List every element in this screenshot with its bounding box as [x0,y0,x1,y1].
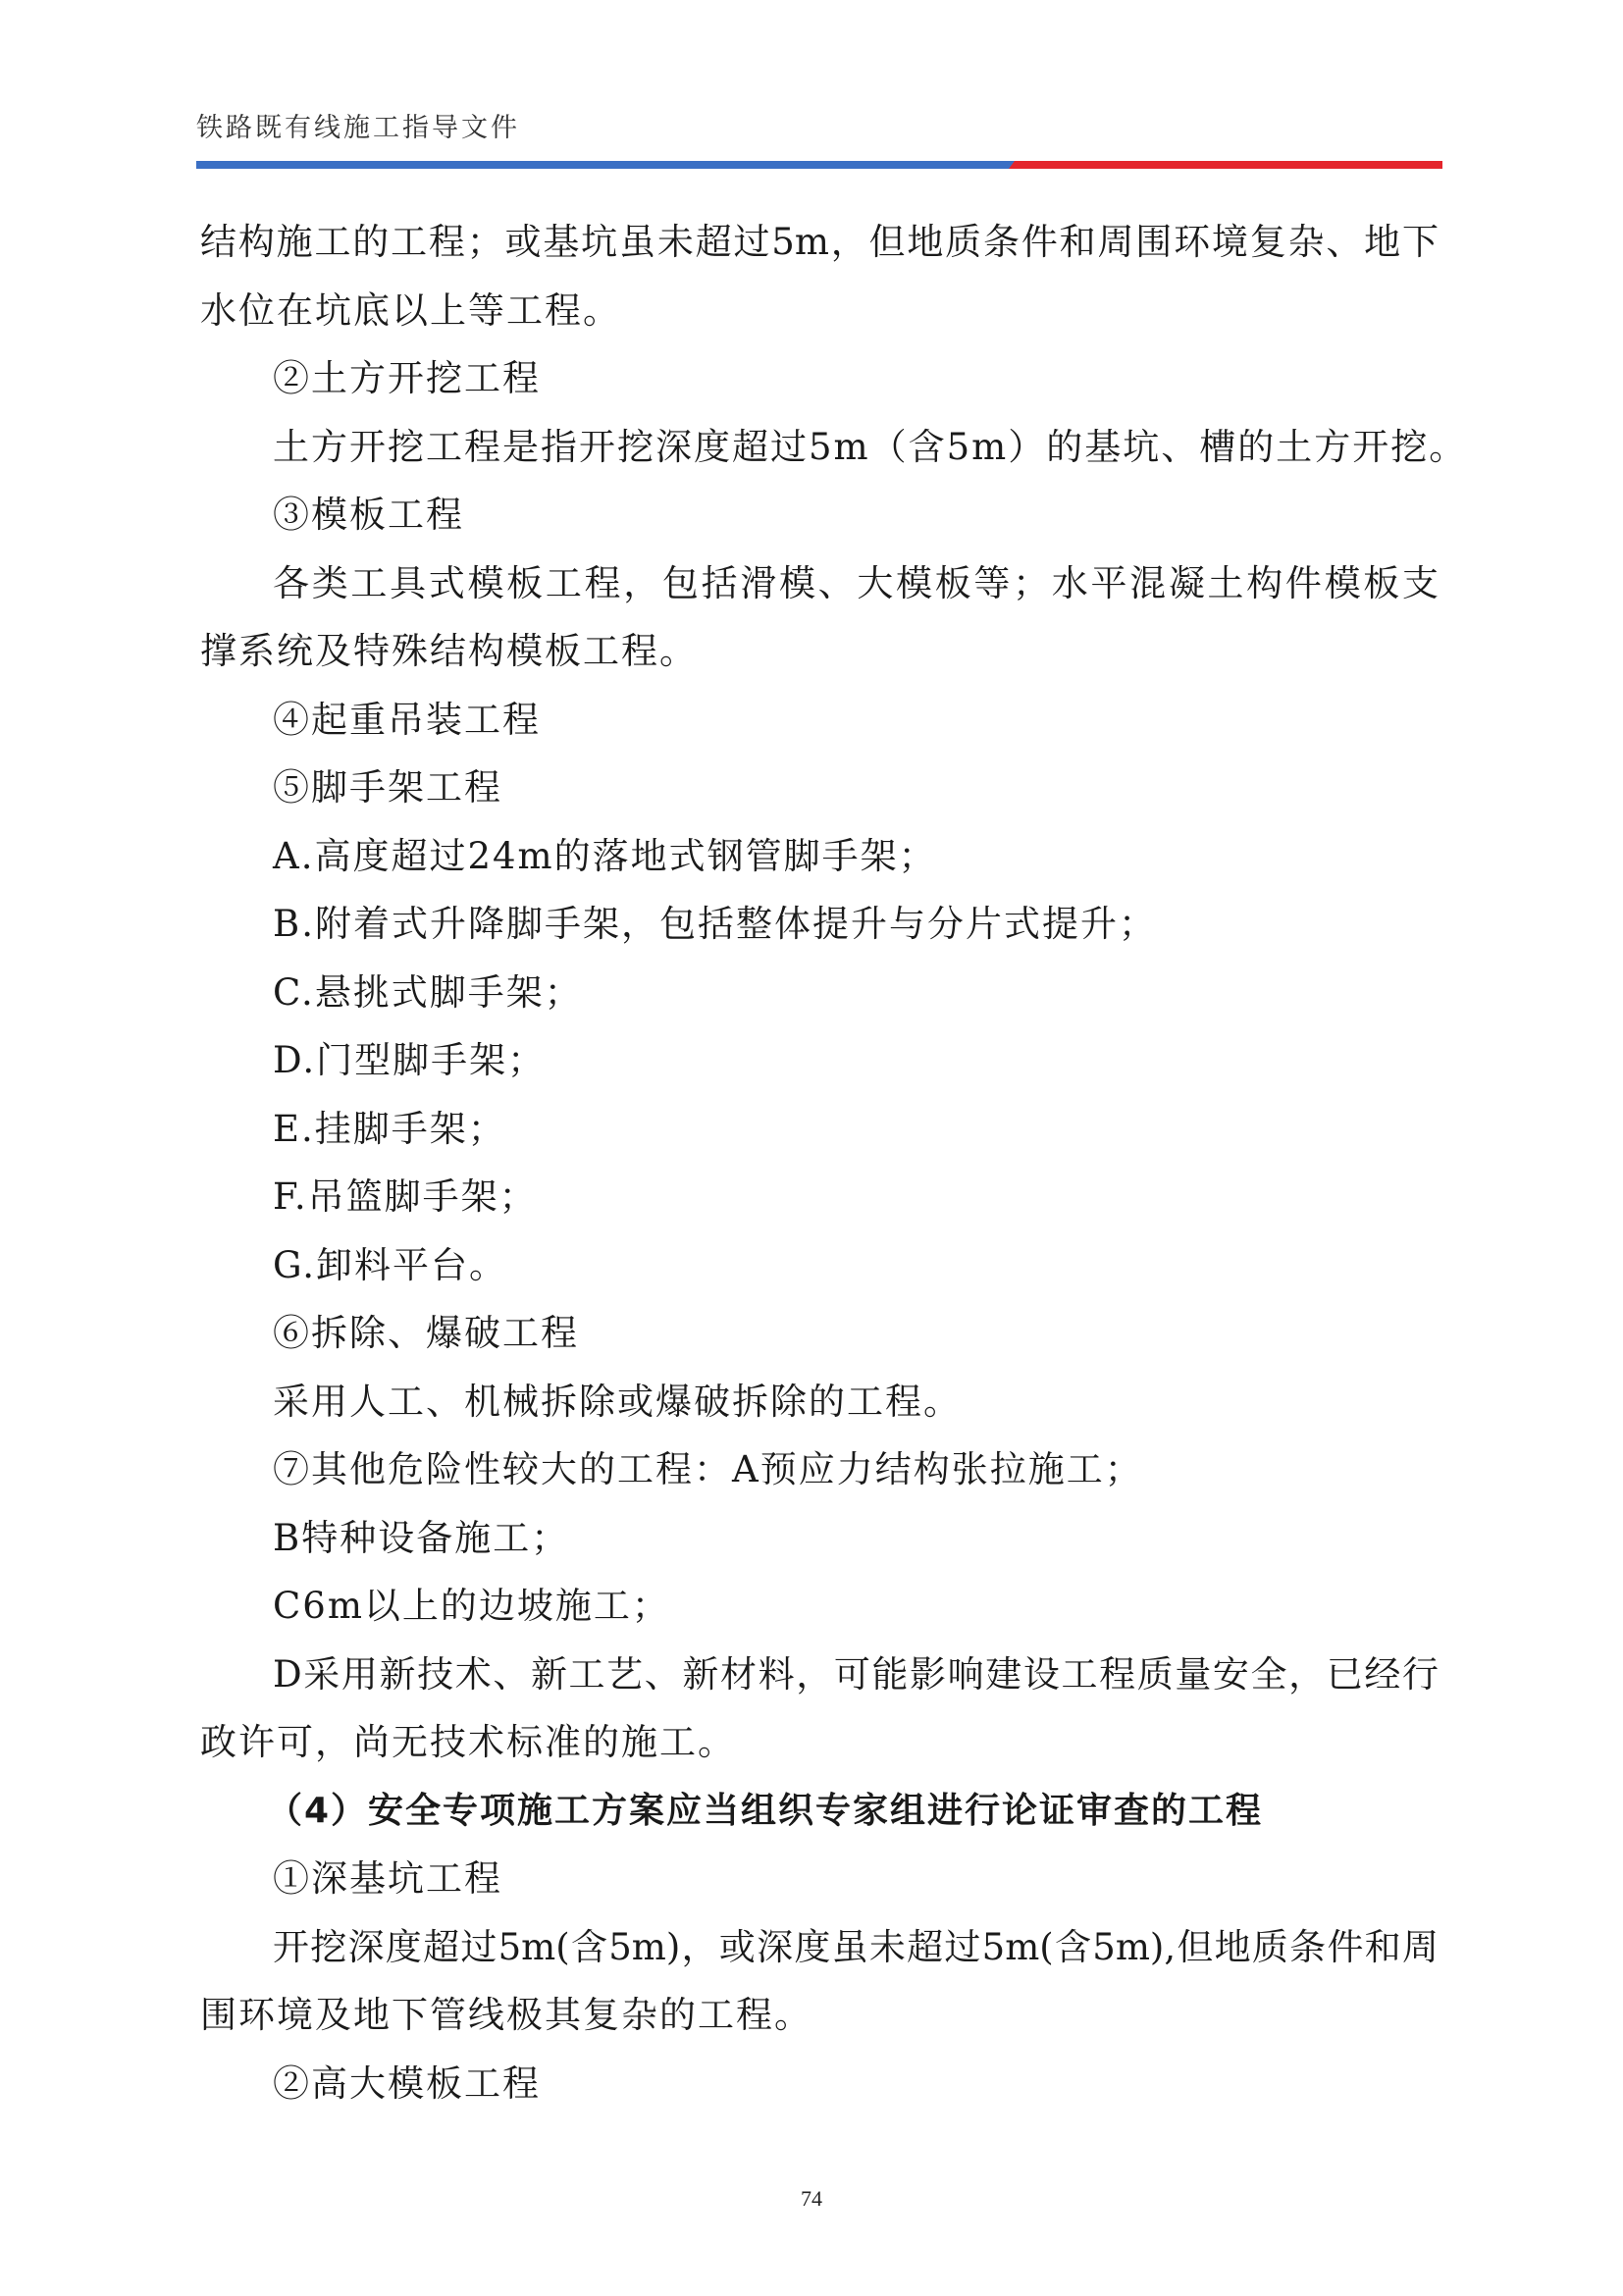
list-item: G.卸料平台。 [273,1243,507,1286]
paragraph-line: 结构施工的工程；或基坑虽未超过5m，但地质条件和周围环境复杂、地下 [200,221,1439,263]
section-heading: （4）安全专项施工方案应当组织专家组进行论证审查的工程 [267,1790,1264,1831]
paragraph-line: 采用人工、机械拆除或爆破拆除的工程。 [273,1380,962,1423]
header-rule [196,161,1442,169]
header-rule-blue [196,161,1015,169]
item-heading: ②高大模板工程 [273,2061,541,2105]
paragraph-line: 土方开挖工程是指开挖深度超过5m（含5m）的基坑、槽的土方开挖。 [273,425,1468,468]
list-item: C.悬挑式脚手架； [273,970,583,1014]
paragraph-line: 围环境及地下管线极其复杂的工程。 [200,1994,812,2036]
item-heading: ④起重吊装工程 [273,698,541,741]
list-item: D采用新技术、新工艺、新材料，可能影响建设工程质量安全，已经行 [273,1652,1439,1696]
list-item: B特种设备施工； [273,1516,570,1559]
paragraph-line: 撑系统及特殊结构模板工程。 [200,630,698,672]
list-item: B.附着式升降脚手架，包括整体提升与分片式提升； [273,903,1157,945]
list-item: E.挂脚手架； [273,1107,506,1150]
paragraph-line: 各类工具式模板工程，包括滑模、大模板等；水平混凝土构件模板支 [273,561,1439,604]
item-heading: ⑥拆除、爆破工程 [273,1312,579,1354]
item-heading: ③模板工程 [273,494,464,536]
list-item: F.吊篮脚手架； [273,1175,538,1218]
item-heading: ②土方开挖工程 [273,357,541,399]
paragraph-line: 政许可，尚无技术标准的施工。 [200,1721,736,1763]
page-body [200,208,1468,2117]
header-rule-red [1009,161,1442,169]
running-header-title: 铁路既有线施工指导文件 [196,113,520,143]
page-number: 74 [801,2186,822,2211]
paragraph-line: 开挖深度超过5m(含5m)，或深度虽未超过5m(含5m),但地质条件和周 [273,1925,1439,1968]
item-heading: ①深基坑工程 [273,1857,502,1900]
item-heading: ⑤脚手架工程 [273,766,502,809]
list-item: A.高度超过24m的落地式钢管脚手架； [273,834,937,877]
item-heading: ⑦其他危险性较大的工程：A预应力结构张拉施工； [273,1448,1143,1490]
list-item: D.门型脚手架； [273,1039,547,1081]
list-item: C6m以上的边坡施工； [273,1585,670,1627]
paragraph-line: 水位在坑底以上等工程。 [200,288,621,332]
